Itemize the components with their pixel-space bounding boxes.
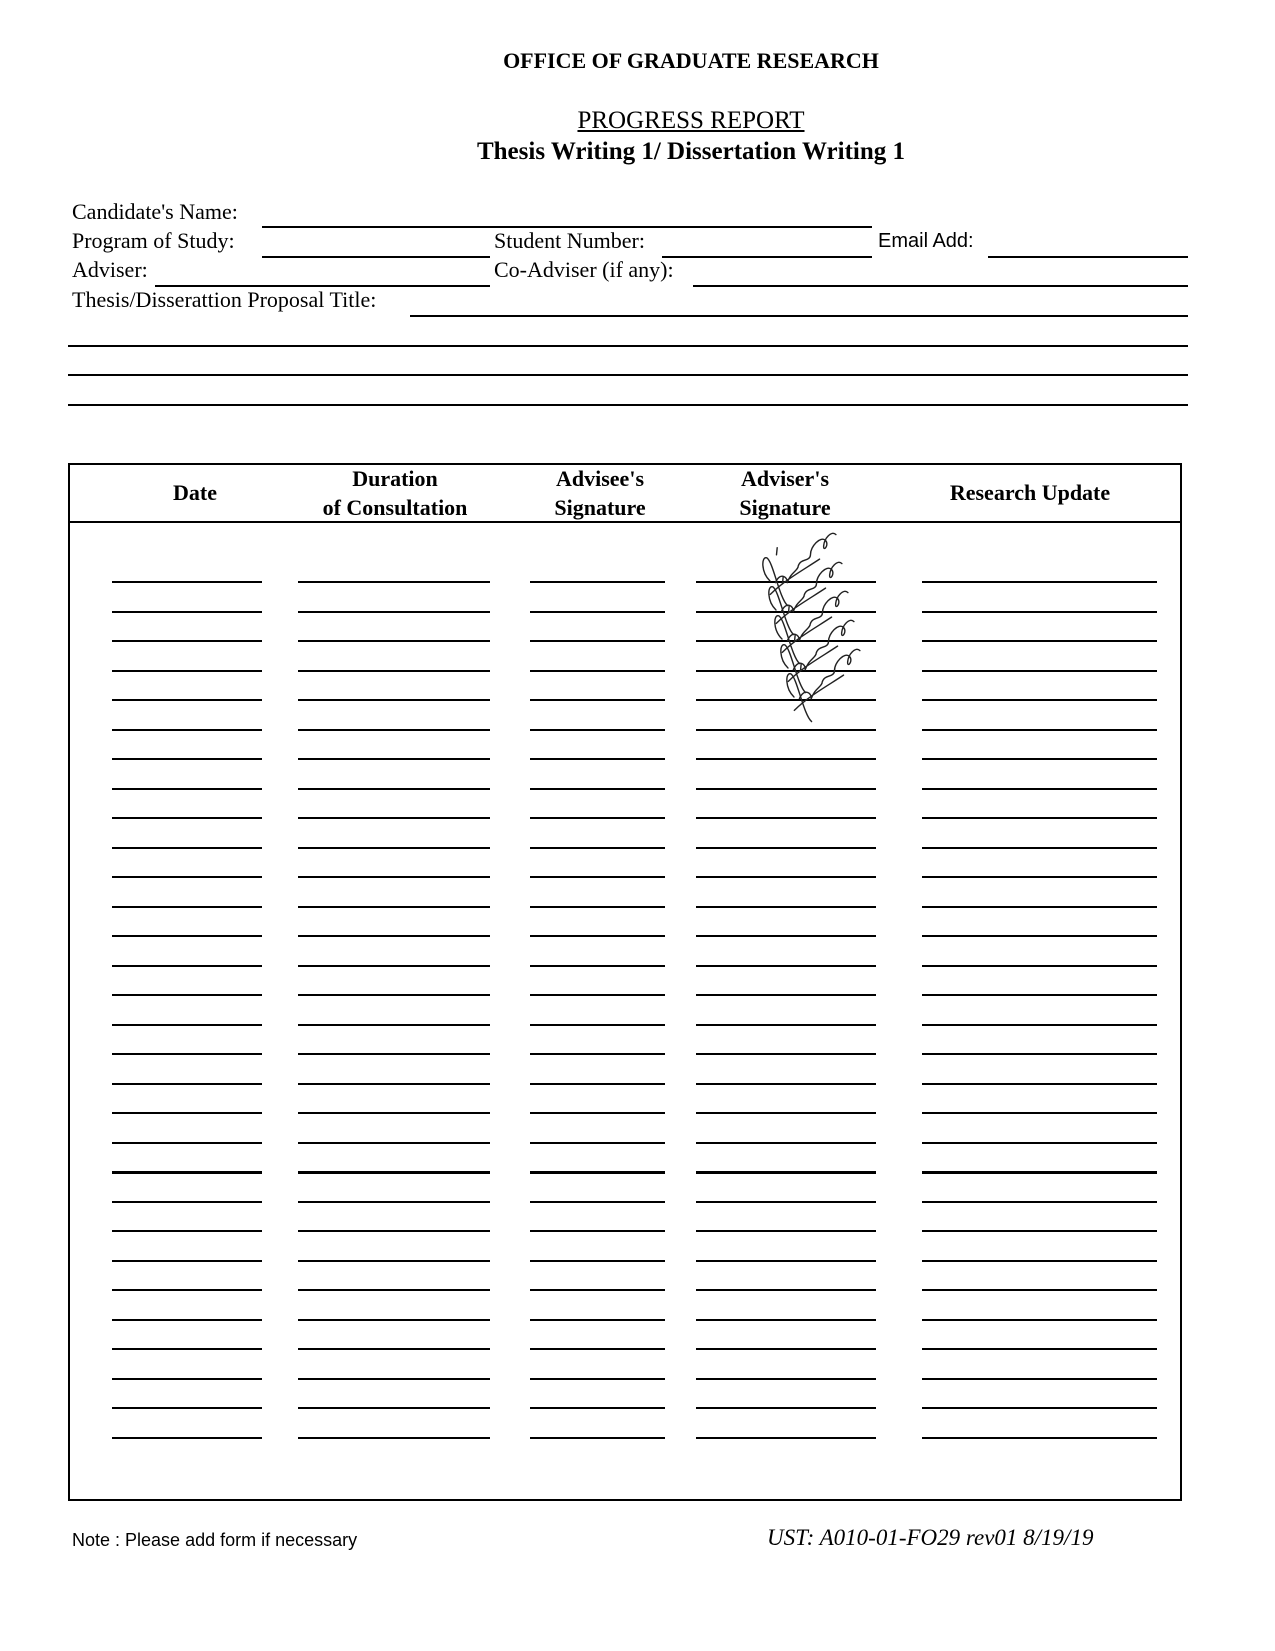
row-14-duration-line[interactable] xyxy=(298,965,490,967)
row-15-duration-line[interactable] xyxy=(298,994,490,996)
row-19-research-update-line[interactable] xyxy=(922,1112,1157,1114)
row-13-adviser-signature-line[interactable] xyxy=(696,935,876,937)
header-research-update: Research Update xyxy=(949,480,1111,505)
row-2-advisee-signature-line[interactable] xyxy=(530,611,665,613)
proposal-title-field[interactable] xyxy=(410,315,1188,317)
row-29-research-update-line[interactable] xyxy=(922,1407,1157,1409)
row-26-advisee-signature-line[interactable] xyxy=(530,1319,665,1321)
row-15-research-update-line[interactable] xyxy=(922,994,1157,996)
co-adviser-label: Co-Adviser (if any): xyxy=(494,257,674,282)
header-duration-line1: Duration xyxy=(352,466,438,491)
row-18-research-update-line[interactable] xyxy=(922,1083,1157,1085)
row-29-adviser-signature-line[interactable] xyxy=(696,1407,876,1409)
co-adviser-field[interactable] xyxy=(693,285,1188,287)
row-15-adviser-signature-line[interactable] xyxy=(696,994,876,996)
row-20-date-line[interactable] xyxy=(112,1142,262,1144)
header-duration-line2: of Consultation xyxy=(322,495,468,520)
row-2-duration-line[interactable] xyxy=(298,611,490,613)
row-19-advisee-signature-line[interactable] xyxy=(530,1112,665,1114)
row-12-adviser-signature-line[interactable] xyxy=(696,906,876,908)
student-number-label: Student Number: xyxy=(494,228,645,253)
row-9-research-update-line[interactable] xyxy=(922,817,1157,819)
row-20-research-update-line[interactable] xyxy=(922,1142,1157,1144)
row-4-duration-line[interactable] xyxy=(298,670,490,672)
row-12-date-line[interactable] xyxy=(112,906,262,908)
row-27-research-update-line[interactable] xyxy=(922,1348,1157,1350)
program-field[interactable] xyxy=(262,256,490,258)
candidate-name-label: Candidate's Name: xyxy=(72,199,238,224)
row-28-research-update-line[interactable] xyxy=(922,1378,1157,1380)
row-6-adviser-signature-line[interactable] xyxy=(696,729,876,731)
row-5-duration-line[interactable] xyxy=(298,699,490,701)
row-1-research-update-line[interactable] xyxy=(922,581,1157,583)
row-16-adviser-signature-line[interactable] xyxy=(696,1024,876,1026)
row-24-research-update-line[interactable] xyxy=(922,1260,1157,1262)
row-13-advisee-signature-line[interactable] xyxy=(530,935,665,937)
header-adviser-line1: Adviser's xyxy=(741,466,829,491)
row-6-date-line[interactable] xyxy=(112,729,262,731)
row-8-duration-line[interactable] xyxy=(298,788,490,790)
row-12-advisee-signature-line[interactable] xyxy=(530,906,665,908)
row-21-adviser-signature-line[interactable] xyxy=(696,1171,876,1174)
row-19-duration-line[interactable] xyxy=(298,1112,490,1114)
row-21-date-line[interactable] xyxy=(112,1171,262,1174)
row-6-duration-line[interactable] xyxy=(298,729,490,731)
row-8-date-line[interactable] xyxy=(112,788,262,790)
report-title: PROGRESS REPORT xyxy=(577,107,805,134)
row-1-advisee-signature-line[interactable] xyxy=(530,581,665,583)
row-17-adviser-signature-line[interactable] xyxy=(696,1053,876,1055)
row-25-date-line[interactable] xyxy=(112,1289,262,1291)
row-18-duration-line[interactable] xyxy=(298,1083,490,1085)
row-18-advisee-signature-line[interactable] xyxy=(530,1083,665,1085)
row-19-adviser-signature-line[interactable] xyxy=(696,1112,876,1114)
row-16-advisee-signature-line[interactable] xyxy=(530,1024,665,1026)
row-30-date-line[interactable] xyxy=(112,1437,262,1439)
student-number-field[interactable] xyxy=(662,256,872,258)
row-5-date-line[interactable] xyxy=(112,699,262,701)
email-field[interactable] xyxy=(988,256,1188,258)
row-8-adviser-signature-line[interactable] xyxy=(696,788,876,790)
row-23-duration-line[interactable] xyxy=(298,1230,490,1232)
row-3-advisee-signature-line[interactable] xyxy=(530,640,665,642)
row-23-adviser-signature-line[interactable] xyxy=(696,1230,876,1232)
row-20-adviser-signature-line[interactable] xyxy=(696,1142,876,1144)
header-advisee-line2: Signature xyxy=(554,495,646,520)
row-7-research-update-line[interactable] xyxy=(922,758,1157,760)
row-16-research-update-line[interactable] xyxy=(922,1024,1157,1026)
row-9-adviser-signature-line[interactable] xyxy=(696,817,876,819)
row-14-research-update-line[interactable] xyxy=(922,965,1157,967)
row-29-advisee-signature-line[interactable] xyxy=(530,1407,665,1409)
row-12-research-update-line[interactable] xyxy=(922,906,1157,908)
row-24-date-line[interactable] xyxy=(112,1260,262,1262)
row-7-adviser-signature-line[interactable] xyxy=(696,758,876,760)
row-17-research-update-line[interactable] xyxy=(922,1053,1157,1055)
row-10-duration-line[interactable] xyxy=(298,847,490,849)
row-21-research-update-line[interactable] xyxy=(922,1171,1157,1174)
row-29-duration-line[interactable] xyxy=(298,1407,490,1409)
row-28-advisee-signature-line[interactable] xyxy=(530,1378,665,1380)
header-duration xyxy=(300,464,490,522)
row-22-duration-line[interactable] xyxy=(298,1201,490,1203)
row-2-research-update-line[interactable] xyxy=(922,611,1157,613)
adviser-signatures xyxy=(670,525,910,725)
adviser-label: Adviser: xyxy=(72,257,148,282)
row-28-adviser-signature-line[interactable] xyxy=(696,1378,876,1380)
proposal-title-line-3[interactable] xyxy=(68,374,1188,376)
row-8-research-update-line[interactable] xyxy=(922,788,1157,790)
header-advisee-signature xyxy=(530,464,670,522)
row-21-advisee-signature-line[interactable] xyxy=(530,1171,665,1174)
proposal-title-line-2[interactable] xyxy=(68,345,1188,347)
header-adviser-signature xyxy=(715,464,855,522)
row-26-duration-line[interactable] xyxy=(298,1319,490,1321)
row-22-advisee-signature-line[interactable] xyxy=(530,1201,665,1203)
row-10-date-line[interactable] xyxy=(112,847,262,849)
row-11-research-update-line[interactable] xyxy=(922,876,1157,878)
row-13-research-update-line[interactable] xyxy=(922,935,1157,937)
row-9-advisee-signature-line[interactable] xyxy=(530,817,665,819)
row-22-research-update-line[interactable] xyxy=(922,1201,1157,1203)
row-29-date-line[interactable] xyxy=(112,1407,262,1409)
row-7-advisee-signature-line[interactable] xyxy=(530,758,665,760)
row-24-duration-line[interactable] xyxy=(298,1260,490,1262)
row-26-research-update-line[interactable] xyxy=(922,1319,1157,1321)
row-30-advisee-signature-line[interactable] xyxy=(530,1437,665,1439)
row-10-adviser-signature-line[interactable] xyxy=(696,847,876,849)
row-22-adviser-signature-line[interactable] xyxy=(696,1201,876,1203)
row-8-advisee-signature-line[interactable] xyxy=(530,788,665,790)
row-22-date-line[interactable] xyxy=(112,1201,262,1203)
office-title: OFFICE OF GRADUATE RESEARCH xyxy=(503,48,879,73)
consultation-table xyxy=(68,463,1182,1501)
header-adviser-line2: Signature xyxy=(739,495,831,520)
row-30-research-update-line[interactable] xyxy=(922,1437,1157,1439)
row-3-date-line[interactable] xyxy=(112,640,262,642)
row-14-advisee-signature-line[interactable] xyxy=(530,965,665,967)
program-label: Program of Study: xyxy=(72,228,235,253)
row-5-advisee-signature-line[interactable] xyxy=(530,699,665,701)
row-3-duration-line[interactable] xyxy=(298,640,490,642)
row-25-adviser-signature-line[interactable] xyxy=(696,1289,876,1291)
row-14-adviser-signature-line[interactable] xyxy=(696,965,876,967)
row-27-advisee-signature-line[interactable] xyxy=(530,1348,665,1350)
header-date: Date xyxy=(173,480,217,505)
row-18-date-line[interactable] xyxy=(112,1083,262,1085)
row-28-duration-line[interactable] xyxy=(298,1378,490,1380)
row-11-advisee-signature-line[interactable] xyxy=(530,876,665,878)
row-15-date-line[interactable] xyxy=(112,994,262,996)
row-7-date-line[interactable] xyxy=(112,758,262,760)
row-13-duration-line[interactable] xyxy=(298,935,490,937)
row-27-adviser-signature-line[interactable] xyxy=(696,1348,876,1350)
row-26-adviser-signature-line[interactable] xyxy=(696,1319,876,1321)
row-7-duration-line[interactable] xyxy=(298,758,490,760)
row-3-research-update-line[interactable] xyxy=(922,640,1157,642)
row-24-adviser-signature-line[interactable] xyxy=(696,1260,876,1262)
row-10-research-update-line[interactable] xyxy=(922,847,1157,849)
form-code: UST: A010-01-FO29 rev01 8/19/19 xyxy=(767,1525,1094,1550)
row-6-research-update-line[interactable] xyxy=(922,729,1157,731)
row-20-duration-line[interactable] xyxy=(298,1142,490,1144)
row-16-date-line[interactable] xyxy=(112,1024,262,1026)
header-advisee-line1: Advisee's xyxy=(556,466,644,491)
footer-note: Note : Please add form if necessary xyxy=(72,1530,358,1550)
row-25-duration-line[interactable] xyxy=(298,1289,490,1291)
row-15-advisee-signature-line[interactable] xyxy=(530,994,665,996)
row-27-date-line[interactable] xyxy=(112,1348,262,1350)
row-18-adviser-signature-line[interactable] xyxy=(696,1083,876,1085)
row-24-advisee-signature-line[interactable] xyxy=(530,1260,665,1262)
row-23-date-line[interactable] xyxy=(112,1230,262,1232)
row-5-research-update-line[interactable] xyxy=(922,699,1157,701)
email-label: Email Add: xyxy=(878,230,974,252)
row-2-date-line[interactable] xyxy=(112,611,262,613)
row-4-research-update-line[interactable] xyxy=(922,670,1157,672)
row-23-research-update-line[interactable] xyxy=(922,1230,1157,1232)
proposal-title-line-4[interactable] xyxy=(68,404,1188,406)
row-14-date-line[interactable] xyxy=(112,965,262,967)
row-16-duration-line[interactable] xyxy=(298,1024,490,1026)
row-27-duration-line[interactable] xyxy=(298,1348,490,1350)
row-17-duration-line[interactable] xyxy=(298,1053,490,1055)
row-6-advisee-signature-line[interactable] xyxy=(530,729,665,731)
row-23-advisee-signature-line[interactable] xyxy=(530,1230,665,1232)
row-4-advisee-signature-line[interactable] xyxy=(530,670,665,672)
row-1-date-line[interactable] xyxy=(112,581,262,583)
row-30-duration-line[interactable] xyxy=(298,1437,490,1439)
row-12-duration-line[interactable] xyxy=(298,906,490,908)
row-19-date-line[interactable] xyxy=(112,1112,262,1114)
proposal-title-label: Thesis/Disserattion Proposal Title: xyxy=(72,287,377,312)
row-13-date-line[interactable] xyxy=(112,935,262,937)
row-9-date-line[interactable] xyxy=(112,817,262,819)
row-1-duration-line[interactable] xyxy=(298,581,490,583)
row-20-advisee-signature-line[interactable] xyxy=(530,1142,665,1144)
row-11-date-line[interactable] xyxy=(112,876,262,878)
row-21-duration-line[interactable] xyxy=(298,1171,490,1174)
row-25-research-update-line[interactable] xyxy=(922,1289,1157,1291)
row-25-advisee-signature-line[interactable] xyxy=(530,1289,665,1291)
row-26-date-line[interactable] xyxy=(112,1319,262,1321)
row-10-advisee-signature-line[interactable] xyxy=(530,847,665,849)
row-4-date-line[interactable] xyxy=(112,670,262,672)
row-11-duration-line[interactable] xyxy=(298,876,490,878)
row-11-adviser-signature-line[interactable] xyxy=(696,876,876,878)
row-17-advisee-signature-line[interactable] xyxy=(530,1053,665,1055)
report-subtitle: Thesis Writing 1/ Dissertation Writing 1 xyxy=(476,138,906,165)
row-9-duration-line[interactable] xyxy=(298,817,490,819)
row-28-date-line[interactable] xyxy=(112,1378,262,1380)
row-17-date-line[interactable] xyxy=(112,1053,262,1055)
row-30-adviser-signature-line[interactable] xyxy=(696,1437,876,1439)
